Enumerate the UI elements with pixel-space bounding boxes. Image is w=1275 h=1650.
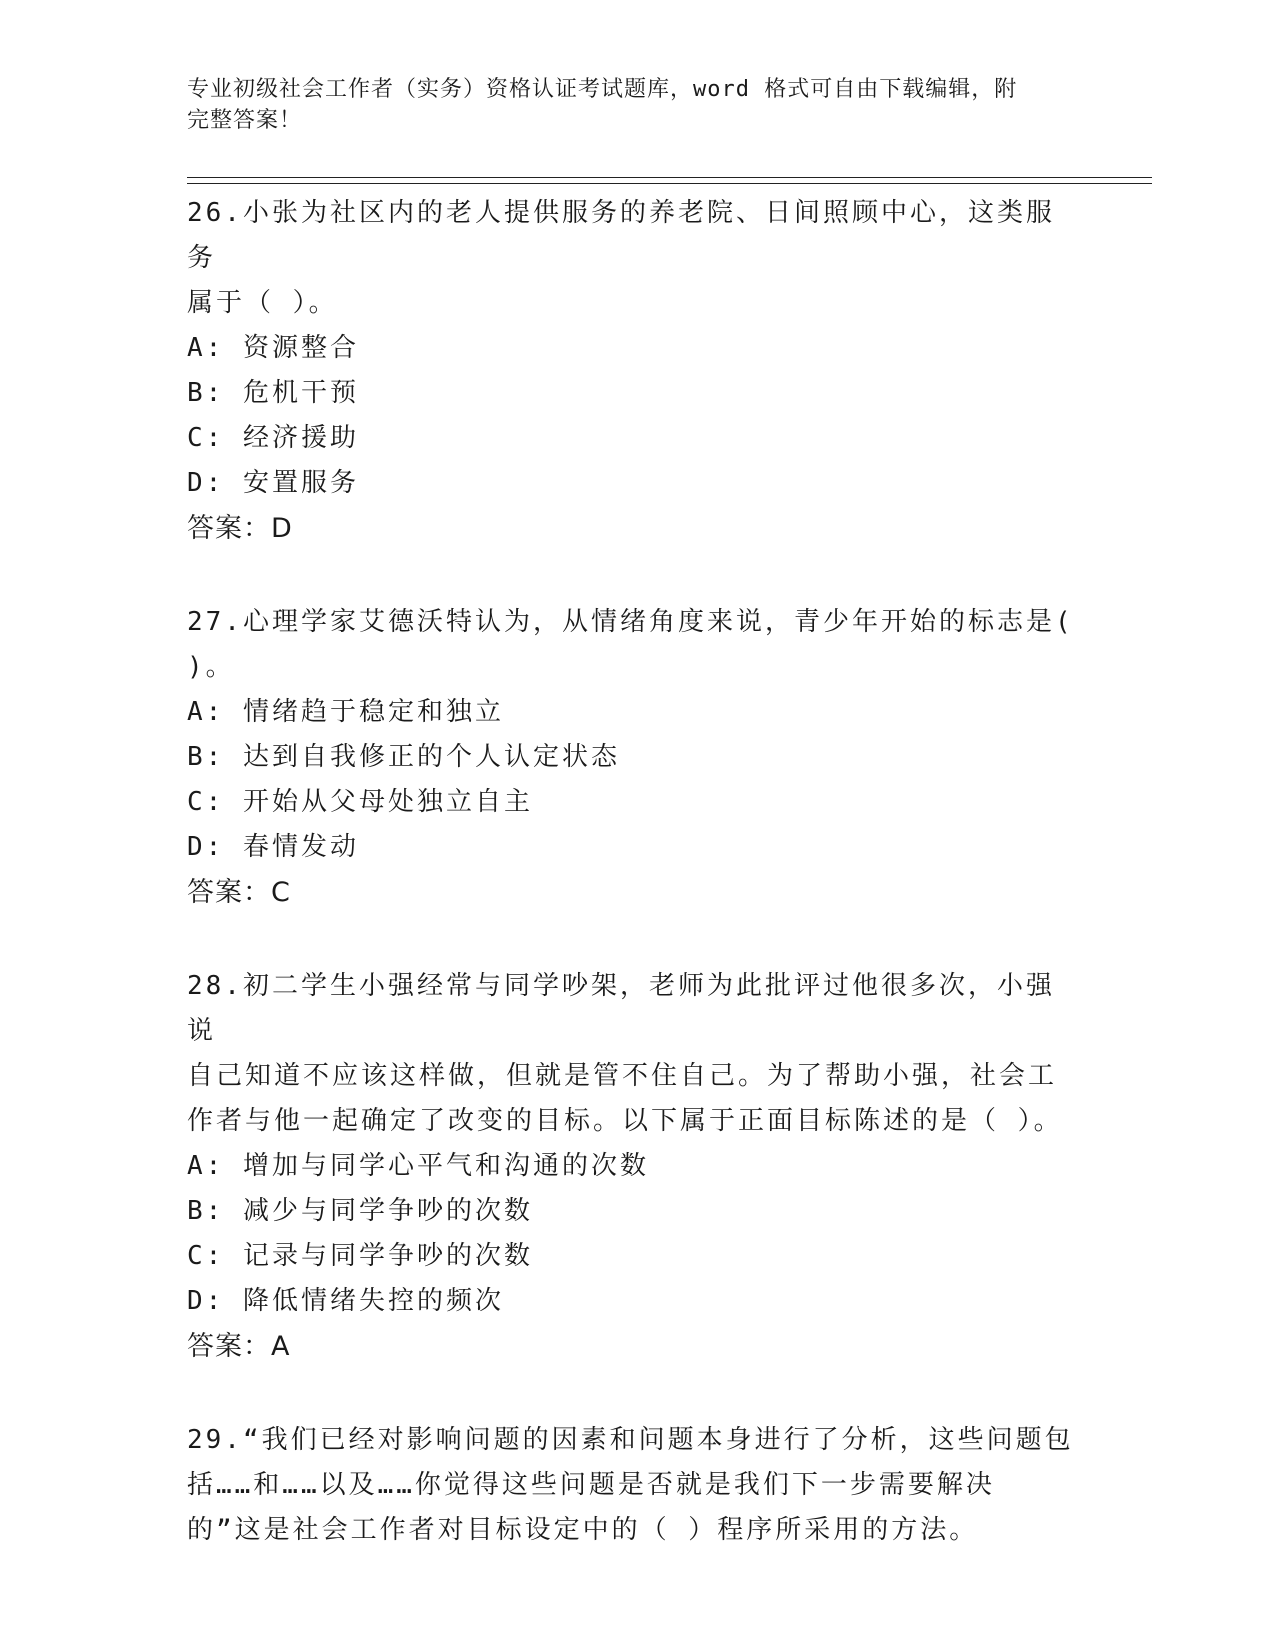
answer: 答案：A: [187, 1331, 291, 1362]
option-b: B: 减少与同学争吵的次数: [187, 1196, 533, 1226]
option-d: D: 春情发动: [187, 832, 359, 862]
option-c: C: 开始从父母处独立自主: [187, 787, 533, 817]
header-line-1: 专业初级社会工作者（实务）资格认证考试题库，word 格式可自由下载编辑，附: [187, 77, 1018, 102]
option-d: D: 降低情绪失控的频次: [187, 1286, 504, 1316]
question-29: [187, 1418, 1077, 1553]
question-stem-line: 26.小张为社区内的老人提供服务的养老院、日间照顾中心，这类服务: [187, 198, 1055, 273]
option-c: C: 经济援助: [187, 423, 359, 453]
header-divider-bottom: [187, 183, 1152, 184]
option-d: D: 安置服务: [187, 468, 359, 498]
document-header: [187, 74, 1067, 136]
option-b: B: 危机干预: [187, 378, 359, 408]
answer: 答案：C: [187, 877, 291, 908]
answer: 答案：D: [187, 513, 293, 544]
question-list: [187, 191, 1077, 1602]
question-stem-line: 29.“我们已经对影响问题的因素和问题本身进行了分析，这些问题包: [187, 1425, 1074, 1455]
option-a: A: 资源整合: [187, 333, 359, 363]
question-27: [187, 600, 1077, 915]
question-stem-line: 作者与他一起确定了改变的目标。以下属于正面目标陈述的是（ ）。: [187, 1106, 1063, 1136]
question-28: [187, 964, 1077, 1369]
question-26: [187, 191, 1077, 551]
option-b: B: 达到自我修正的个人认定状态: [187, 742, 620, 772]
question-stem-line: )。: [187, 652, 235, 682]
question-stem-line: 28.初二学生小强经常与同学吵架，老师为此批评过他很多次，小强说: [187, 971, 1055, 1046]
header-line-2: 完整答案！: [187, 108, 303, 133]
option-a: A: 情绪趋于稳定和独立: [187, 697, 504, 727]
header-divider-top: [187, 177, 1152, 178]
option-a: A: 增加与同学心平气和沟通的次数: [187, 1151, 649, 1181]
question-stem-line: 括……和……以及……你觉得这些问题是否就是我们下一步需要解决: [187, 1470, 995, 1500]
question-stem-line: 的”这是社会工作者对目标设定中的（ ）程序所采用的方法。: [187, 1515, 979, 1545]
question-stem-line: 自己知道不应该这样做，但就是管不住自己。为了帮助小强，社会工: [187, 1061, 1058, 1091]
question-stem-line: 属于（ ）。: [187, 288, 338, 318]
option-c: C: 记录与同学争吵的次数: [187, 1241, 533, 1271]
question-stem-line: 27.心理学家艾德沃特认为，从情绪角度来说，青少年开始的标志是(: [187, 607, 1074, 637]
